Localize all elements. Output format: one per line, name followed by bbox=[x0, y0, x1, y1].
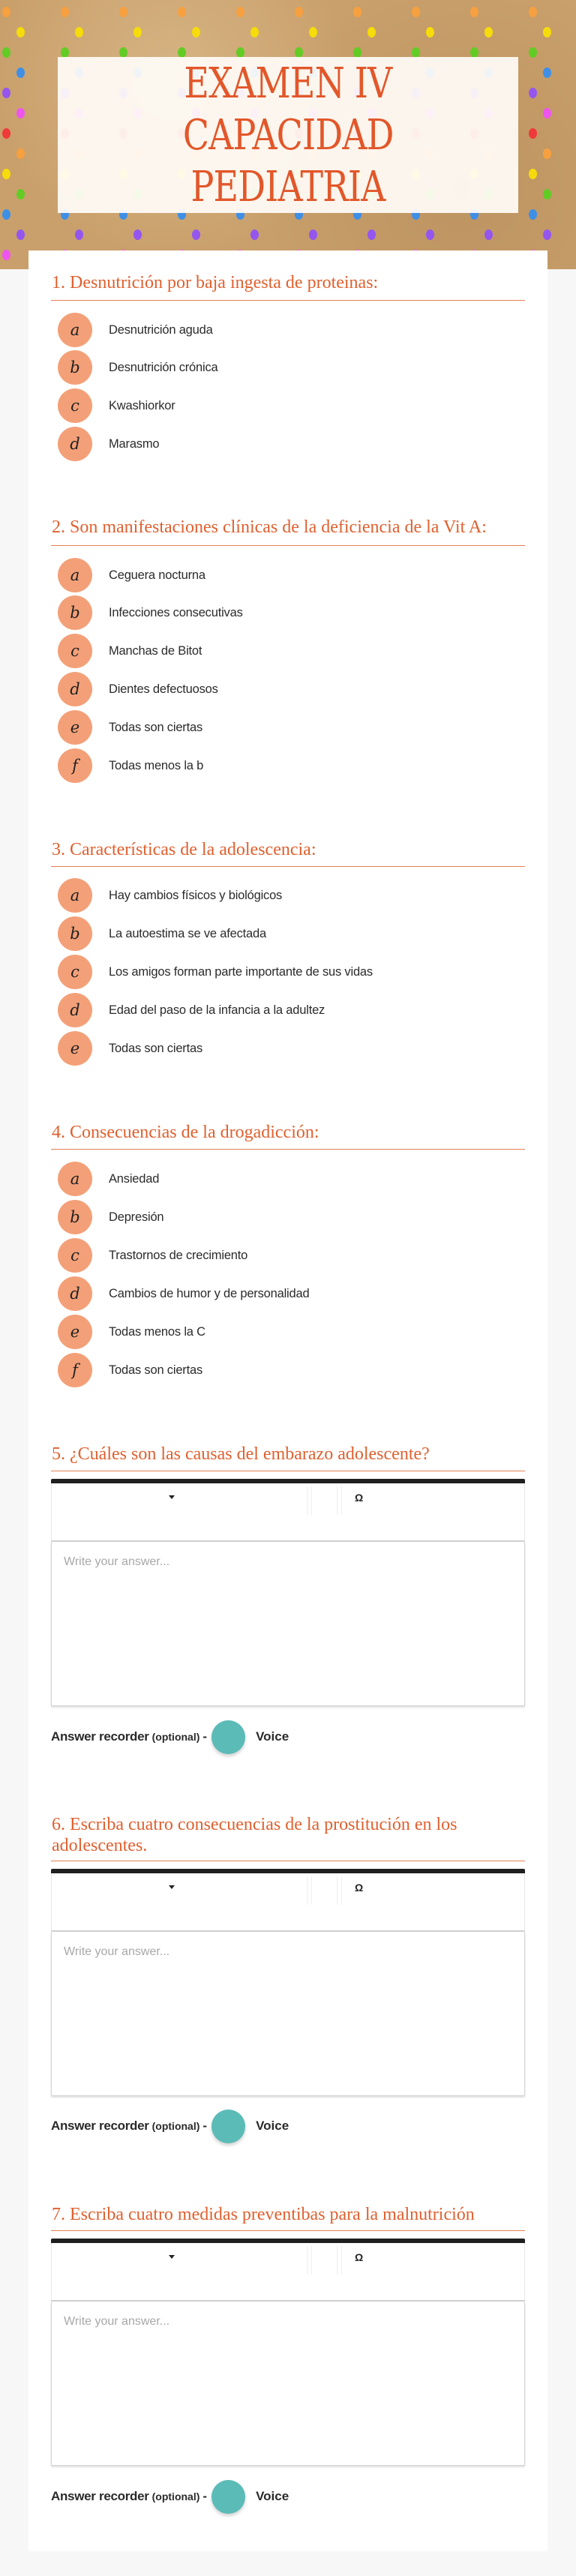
polka-dot bbox=[543, 27, 551, 37]
option-letter-badge: c bbox=[58, 955, 92, 989]
title-underline bbox=[51, 2230, 525, 2231]
option-label: Todas menos la b bbox=[109, 758, 204, 772]
record-voice-button[interactable] bbox=[212, 2480, 245, 2514]
polka-dot bbox=[61, 47, 69, 58]
header-banner bbox=[0, 0, 576, 269]
option-label: Marasmo bbox=[109, 436, 160, 451]
question-title: 1. Desnutrición por baja ingesta de proteinas: bbox=[52, 273, 379, 292]
recorder-dash: - bbox=[202, 2489, 208, 2503]
answer-textarea[interactable] bbox=[51, 2302, 525, 2466]
answer-textarea[interactable] bbox=[51, 1542, 525, 1706]
polka-dot bbox=[543, 67, 551, 78]
editor-toolbar bbox=[51, 2243, 525, 2302]
option-label: Infecciones consecutivas bbox=[109, 605, 243, 619]
polka-dot bbox=[353, 7, 362, 17]
polka-dot bbox=[426, 27, 434, 37]
special-character-icon[interactable]: Ω bbox=[355, 1882, 364, 1894]
option-letter-badge: d bbox=[58, 993, 92, 1027]
option-label: Los amigos forman parte importante de sus vidas bbox=[109, 964, 373, 979]
polka-dot bbox=[16, 67, 25, 78]
option-label: Desnutrición aguda bbox=[109, 322, 213, 337]
recorder-dash: - bbox=[202, 1729, 208, 1744]
option-letter-badge: b bbox=[58, 350, 92, 385]
option-letter-badge: e bbox=[58, 1031, 92, 1066]
polka-dot bbox=[16, 148, 25, 159]
option-label: Desnutrición crónica bbox=[109, 360, 218, 374]
polka-dot bbox=[2, 169, 10, 179]
toolbar-divider bbox=[311, 1876, 312, 1905]
option-d[interactable] bbox=[58, 427, 159, 461]
option-label: Todas menos la C bbox=[109, 1324, 206, 1339]
recorder-optional-note: (optional) bbox=[152, 1731, 200, 1743]
question-title: 7. Escriba cuatro medidas preventibas para la malnutrición bbox=[52, 2205, 475, 2224]
polka-dot bbox=[543, 189, 551, 199]
polka-dot bbox=[412, 47, 420, 58]
question-title: 6. Escriba cuatro consecuencias de la prostitución en los adolescentes. bbox=[52, 1815, 458, 1855]
page-title-line-1: EXAMEN IV bbox=[184, 58, 392, 108]
polka-dot bbox=[470, 47, 478, 58]
option-label: Todas son ciertas bbox=[109, 720, 202, 734]
polka-dot bbox=[353, 47, 362, 58]
voice-label: Voice bbox=[256, 1729, 290, 1744]
option-letter-badge: a bbox=[58, 878, 92, 913]
special-character-icon[interactable]: Ω bbox=[355, 2251, 364, 2263]
toolbar-divider bbox=[337, 1486, 338, 1515]
title-box bbox=[58, 57, 518, 213]
record-voice-button[interactable] bbox=[212, 2110, 245, 2143]
toolbar-divider bbox=[341, 1486, 342, 1515]
page-title-line-3: PEDIATRIA bbox=[190, 162, 386, 211]
answer-placeholder: Write your answer... bbox=[64, 2315, 170, 2328]
polka-dot bbox=[2, 209, 10, 220]
polka-dot bbox=[134, 229, 142, 240]
toolbar-divider bbox=[337, 1876, 338, 1905]
polka-dot bbox=[16, 108, 25, 118]
polka-dot bbox=[178, 47, 186, 58]
question-title: 5. ¿Cuáles son las causas del embarazo adolescente? bbox=[52, 1444, 430, 1464]
option-label: Edad del paso de la infancia a la adultez bbox=[109, 1003, 326, 1017]
answer-recorder bbox=[51, 2479, 289, 2514]
option-a[interactable] bbox=[58, 558, 206, 592]
polka-dot bbox=[236, 47, 244, 58]
polka-dot bbox=[2, 250, 10, 260]
option-label: Dientes defectuosos bbox=[109, 682, 218, 696]
question-title: 2. Son manifestaciones clínicas de la deficiencia de la Vit A: bbox=[52, 517, 487, 537]
option-e[interactable] bbox=[58, 1315, 206, 1349]
title-underline bbox=[51, 300, 525, 301]
polka-dot bbox=[75, 27, 83, 37]
title-underline bbox=[51, 866, 525, 867]
option-b[interactable] bbox=[58, 595, 243, 630]
toolbar-divider bbox=[311, 2246, 312, 2275]
option-letter-badge: d bbox=[58, 672, 92, 706]
option-c[interactable] bbox=[58, 955, 373, 989]
option-label: Todas son ciertas bbox=[109, 1363, 202, 1377]
polka-dot bbox=[16, 229, 25, 240]
option-e[interactable] bbox=[58, 710, 202, 745]
format-dropdown-icon[interactable] bbox=[169, 1885, 175, 1889]
polka-dot bbox=[368, 27, 376, 37]
option-label: La autoestima se ve afectada bbox=[109, 926, 266, 940]
polka-dot bbox=[529, 88, 537, 98]
polka-dot bbox=[119, 7, 128, 17]
polka-dot bbox=[250, 27, 259, 37]
rich-text-editor bbox=[51, 1869, 525, 2096]
polka-dot bbox=[543, 229, 551, 240]
voice-label: Voice bbox=[256, 2489, 290, 2503]
polka-dot bbox=[2, 88, 10, 98]
option-d[interactable] bbox=[58, 672, 218, 706]
option-label: Hay cambios físicos y biológicos bbox=[109, 888, 283, 902]
polka-dot bbox=[236, 7, 244, 17]
polka-dot bbox=[134, 27, 142, 37]
option-letter-badge: d bbox=[58, 427, 92, 461]
answer-recorder bbox=[51, 2109, 289, 2143]
option-letter-badge: c bbox=[58, 388, 92, 423]
option-label: Cambios de humor y de personalidad bbox=[109, 1286, 310, 1300]
polka-dot bbox=[412, 7, 420, 17]
recorder-optional-note: (optional) bbox=[152, 2120, 200, 2132]
option-e[interactable] bbox=[58, 1031, 202, 1066]
option-b[interactable] bbox=[58, 350, 218, 385]
option-letter-badge: e bbox=[58, 710, 92, 745]
option-letter-badge: b bbox=[58, 1200, 92, 1234]
polka-dot bbox=[529, 169, 537, 179]
polka-dot bbox=[309, 27, 317, 37]
toolbar-divider bbox=[307, 2246, 308, 2275]
option-letter-badge: b bbox=[58, 916, 92, 951]
toolbar-divider bbox=[341, 1876, 342, 1905]
option-a[interactable] bbox=[58, 313, 213, 347]
answer-textarea[interactable] bbox=[51, 1932, 525, 2096]
polka-dot bbox=[16, 27, 25, 37]
option-c[interactable] bbox=[58, 388, 176, 423]
option-b[interactable] bbox=[58, 1200, 164, 1234]
editor-toolbar bbox=[51, 1483, 525, 1542]
question-title: 4. Consecuencias de la drogadicción: bbox=[52, 1123, 320, 1142]
option-letter-badge: f bbox=[58, 748, 92, 783]
polka-dot bbox=[529, 128, 537, 139]
editor-toolbar bbox=[51, 1873, 525, 1932]
question-title: 3. Características de la adolescencia: bbox=[52, 840, 316, 859]
option-label: Todas son ciertas bbox=[109, 1041, 202, 1055]
polka-dot bbox=[16, 189, 25, 199]
option-label: Ceguera nocturna bbox=[109, 568, 206, 582]
option-label: Depresión bbox=[109, 1210, 164, 1224]
option-letter-badge: a bbox=[58, 1162, 92, 1196]
polka-dot bbox=[295, 47, 303, 58]
option-c[interactable] bbox=[58, 1238, 248, 1273]
toolbar-divider bbox=[307, 1486, 308, 1515]
option-d[interactable] bbox=[58, 1276, 309, 1311]
voice-label: Voice bbox=[256, 2119, 290, 2133]
option-d[interactable] bbox=[58, 993, 325, 1027]
polka-dot bbox=[529, 209, 537, 220]
option-letter-badge: e bbox=[58, 1315, 92, 1349]
toolbar-divider bbox=[341, 2246, 342, 2275]
option-f[interactable] bbox=[58, 748, 203, 783]
polka-dot bbox=[2, 47, 10, 58]
polka-dot bbox=[470, 7, 478, 17]
option-letter-badge: c bbox=[58, 1238, 92, 1273]
polka-dot bbox=[529, 7, 537, 17]
format-dropdown-icon[interactable] bbox=[169, 1495, 175, 1499]
option-letter-badge: d bbox=[58, 1276, 92, 1311]
option-letter-badge: a bbox=[58, 558, 92, 592]
rich-text-editor bbox=[51, 2239, 525, 2466]
recorder-label: Answer recorder bbox=[51, 1729, 149, 1744]
option-letter-badge: f bbox=[58, 1353, 92, 1387]
polka-dot bbox=[426, 229, 434, 240]
polka-dot bbox=[178, 7, 186, 17]
answer-placeholder: Write your answer... bbox=[64, 1555, 170, 1568]
option-b[interactable] bbox=[58, 916, 266, 951]
polka-dot bbox=[119, 47, 128, 58]
toolbar-divider bbox=[337, 2246, 338, 2275]
option-f[interactable] bbox=[58, 1353, 202, 1387]
option-letter-badge: a bbox=[58, 313, 92, 347]
option-a[interactable] bbox=[58, 1162, 159, 1196]
polka-dot bbox=[484, 229, 493, 240]
title-underline bbox=[51, 1149, 525, 1150]
polka-dot bbox=[295, 7, 303, 17]
format-dropdown-icon[interactable] bbox=[169, 2255, 175, 2259]
option-letter-badge: c bbox=[58, 634, 92, 668]
recorder-label: Answer recorder bbox=[51, 2489, 149, 2503]
option-label: Trastornos de crecimiento bbox=[109, 1248, 248, 1262]
special-character-icon[interactable]: Ω bbox=[355, 1492, 364, 1504]
toolbar-divider bbox=[307, 1876, 308, 1905]
polka-dot bbox=[61, 7, 69, 17]
recorder-optional-note: (optional) bbox=[152, 2491, 200, 2503]
polka-dot bbox=[250, 229, 259, 240]
option-letter-badge: b bbox=[58, 595, 92, 630]
polka-dot bbox=[309, 229, 317, 240]
polka-dot bbox=[192, 229, 200, 240]
recorder-label: Answer recorder bbox=[51, 2119, 149, 2133]
polka-dot bbox=[543, 108, 551, 118]
option-label: Ansiedad bbox=[109, 1171, 160, 1186]
page-title-line-2: CAPACIDAD bbox=[182, 110, 394, 160]
option-c[interactable] bbox=[58, 634, 202, 668]
polka-dot bbox=[192, 27, 200, 37]
record-voice-button[interactable] bbox=[212, 1720, 245, 1754]
polka-dot bbox=[368, 229, 376, 240]
answer-recorder bbox=[51, 1720, 289, 1754]
toolbar-divider bbox=[311, 1486, 312, 1515]
polka-dot bbox=[543, 148, 551, 159]
rich-text-editor bbox=[51, 1479, 525, 1706]
option-label: Kwashiorkor bbox=[109, 398, 176, 412]
polka-dot bbox=[2, 128, 10, 139]
option-label: Manchas de Bitot bbox=[109, 643, 202, 658]
recorder-dash: - bbox=[202, 2119, 208, 2133]
polka-dot bbox=[75, 229, 83, 240]
polka-dot bbox=[484, 27, 493, 37]
title-underline bbox=[51, 545, 525, 546]
option-a[interactable] bbox=[58, 878, 282, 913]
polka-dot bbox=[529, 47, 537, 58]
polka-dot bbox=[2, 7, 10, 17]
answer-placeholder: Write your answer... bbox=[64, 1945, 170, 1958]
